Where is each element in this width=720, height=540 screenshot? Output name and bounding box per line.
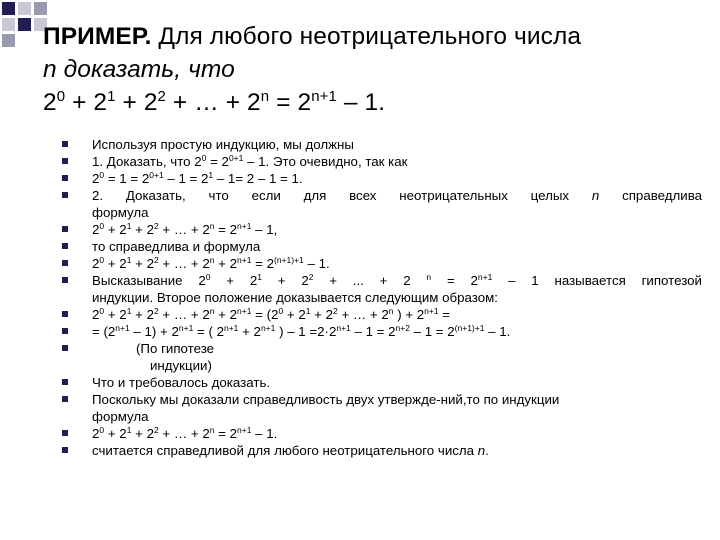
square-bullet-icon: [62, 311, 68, 317]
text: – 1 = 2: [163, 171, 209, 186]
title-line-2: [43, 53, 703, 86]
text: – 1.: [303, 256, 330, 271]
square-bullet-icon: [62, 192, 68, 198]
item-line: [92, 272, 702, 289]
square-bullet-icon: [62, 277, 68, 283]
text: .: [485, 443, 489, 458]
list-item: [62, 425, 702, 442]
text: = 2: [206, 154, 229, 169]
text: + 2: [131, 307, 154, 322]
exponent: (n+1)+1: [454, 323, 485, 333]
text: + 2: [238, 324, 261, 339]
text: считается справедливой для любого неотрицательного числа: [92, 443, 478, 458]
text: + … + 2: [158, 307, 210, 322]
eq-exponent: 2: [157, 88, 166, 105]
text: – 1. Это очевидно, так как: [243, 154, 408, 169]
exponent: 0: [99, 170, 105, 180]
eq-term: = 2: [269, 89, 312, 116]
text: = 2: [431, 273, 478, 288]
text: = 1 = 2: [104, 171, 150, 186]
exponent: 1: [208, 170, 214, 180]
exponent: 2: [154, 425, 159, 435]
item-line: [92, 187, 702, 204]
text: + … + 2: [158, 256, 210, 271]
square-bullet-icon: [62, 243, 68, 249]
exponent: n+1: [424, 306, 439, 316]
exponent: n+1: [237, 306, 252, 316]
text: + 2: [210, 273, 258, 288]
text: 2: [92, 307, 100, 322]
exponent: (n+1)+1: [274, 255, 304, 265]
text: ) – 1 =2·2: [275, 324, 337, 339]
list-item: [62, 221, 702, 238]
eq-exponent: n+1: [311, 88, 337, 105]
text: + ... + 2: [313, 273, 427, 288]
list-item: [62, 255, 702, 272]
exponent: 2: [154, 221, 159, 231]
text: + … + 2: [158, 222, 210, 237]
text: + 2: [104, 307, 127, 322]
list-item: [62, 136, 702, 153]
title-text: Для любого неотрицательного числа: [151, 23, 582, 50]
text: + 2: [131, 426, 154, 441]
list-item: [62, 442, 702, 459]
list-item: [62, 187, 702, 221]
exponent: n: [426, 272, 432, 282]
list-item: [62, 238, 702, 255]
item-text: то справедлива и формула: [92, 239, 261, 254]
exponent: n+1: [477, 272, 493, 282]
exponent: 0: [99, 425, 105, 435]
slide-title: [43, 20, 703, 119]
proof-list: [62, 136, 702, 459]
exponent: 0: [278, 306, 284, 316]
text: – 1) + 2: [129, 324, 179, 339]
list-item: [62, 272, 702, 306]
square-bullet-icon: [62, 447, 68, 453]
text: + 2: [214, 256, 238, 271]
exponent: 0: [99, 221, 105, 231]
text: 2: [92, 222, 100, 237]
exponent: n+1: [260, 323, 276, 333]
list-item: [62, 374, 702, 391]
exponent: n+1: [223, 323, 239, 333]
variable: n: [477, 443, 486, 458]
exponent: 2: [333, 306, 338, 316]
exponent: 1: [305, 306, 311, 316]
square-bullet-icon: [62, 430, 68, 436]
text: + 2: [131, 222, 154, 237]
list-item: [62, 153, 702, 170]
exponent: 2: [154, 306, 159, 316]
exponent: 1: [126, 221, 132, 231]
deco-square: [34, 2, 47, 15]
eq-exponent: 0: [56, 88, 66, 105]
list-item: [62, 391, 702, 425]
eq-exponent: 1: [107, 88, 116, 105]
text: 2: [92, 256, 100, 271]
text: = 2: [214, 222, 238, 237]
exponent: 0: [99, 255, 105, 265]
text: – 1.: [484, 324, 511, 339]
square-bullet-icon: [62, 226, 68, 232]
deco-square: [2, 34, 15, 47]
item-continuation: индукции): [150, 358, 212, 373]
text: + … + 2: [337, 307, 389, 322]
text: справедлива: [599, 188, 702, 203]
eq-term: + … + 2: [166, 89, 261, 116]
item-text: Используя простую индукцию, мы должны: [92, 137, 354, 152]
exponent: n+2: [395, 323, 410, 333]
deco-square: [2, 2, 15, 15]
title-head: ПРИМЕР.: [43, 23, 152, 50]
text: – 1 = 2: [350, 324, 396, 339]
text: = (2: [251, 307, 279, 322]
square-bullet-icon: [62, 396, 68, 402]
item-continuation: формула: [92, 409, 149, 424]
exponent: n+1: [237, 425, 252, 435]
exponent: 1: [257, 272, 262, 282]
text: Высказывание 2: [92, 273, 206, 288]
text: + 2: [261, 273, 309, 288]
text: + … + 2: [158, 426, 210, 441]
text: – 1.: [251, 426, 278, 441]
text: – 1 = 2: [409, 324, 455, 339]
variable: n: [591, 188, 600, 203]
list-item: [62, 323, 702, 340]
title-text: n доказать, что: [43, 56, 235, 83]
title-line-1: [43, 20, 703, 53]
list-item: [62, 170, 702, 187]
text: = ( 2: [193, 324, 224, 339]
square-bullet-icon: [62, 345, 68, 351]
square-bullet-icon: [62, 141, 68, 147]
exponent: 1: [126, 306, 132, 316]
item-continuation: индукции. Второе положение доказывается следующим образом:: [92, 290, 498, 305]
square-bullet-icon: [62, 158, 68, 164]
exponent: 1: [126, 425, 132, 435]
exponent: n: [209, 221, 215, 231]
text: + 2: [214, 307, 238, 322]
exponent: 0+1: [149, 170, 164, 180]
exponent: n+1: [237, 255, 252, 265]
text: + 2: [131, 256, 154, 271]
eq-term: – 1.: [336, 89, 386, 116]
text: + 2: [104, 426, 127, 441]
exponent: 2: [308, 272, 314, 282]
exponent: n: [388, 306, 394, 316]
list-item: [62, 340, 702, 374]
item-line: Поскольку мы доказали справедливость двух утвержде-ний,то по индукции: [92, 392, 560, 407]
eq-exponent: n: [260, 88, 270, 105]
text: – 1= 2 – 1 = 1.: [213, 171, 303, 186]
text: + 2: [283, 307, 306, 322]
exponent: 1: [126, 255, 132, 265]
item-text: Что и требовалось доказать.: [92, 375, 271, 390]
text: + 2: [104, 256, 127, 271]
exponent: n+1: [178, 323, 194, 333]
exponent: n+1: [115, 323, 130, 333]
square-bullet-icon: [62, 328, 68, 334]
exponent: n+1: [237, 221, 252, 231]
exponent: n: [209, 425, 215, 435]
deco-square: [2, 18, 15, 31]
exponent: 0: [99, 306, 105, 316]
text: + 2: [104, 222, 127, 237]
text: =: [438, 307, 451, 322]
eq-term: 2: [43, 89, 57, 116]
exponent: 0: [201, 153, 207, 163]
exponent: 2: [154, 255, 159, 265]
text: – 1,: [251, 222, 278, 237]
text: = 2: [251, 256, 275, 271]
exponent: 0+1: [228, 153, 244, 163]
item-continuation: формула: [92, 205, 149, 220]
title-equation: [43, 86, 703, 119]
text: 2: [92, 426, 100, 441]
item-line: (По гипотезе: [136, 341, 215, 356]
text: – 1 называется гипотезой: [492, 273, 702, 288]
list-item: [62, 306, 702, 323]
exponent: n: [209, 255, 215, 265]
eq-term: + 2: [65, 89, 108, 116]
text: 1. Доказать, что 2: [92, 154, 202, 169]
text: ) + 2: [393, 307, 425, 322]
square-bullet-icon: [62, 175, 68, 181]
text: = (2: [92, 324, 116, 339]
square-bullet-icon: [62, 260, 68, 266]
text: = 2: [214, 426, 238, 441]
exponent: n+1: [336, 323, 351, 333]
square-bullet-icon: [62, 379, 68, 385]
text: + 2: [310, 307, 334, 322]
deco-square: [18, 2, 31, 15]
deco-square: [18, 18, 31, 31]
exponent: n: [209, 306, 215, 316]
eq-term: + 2: [115, 89, 158, 116]
text: 2: [92, 171, 100, 186]
text: 2. Доказать, что если для всех неотрицательных целых: [92, 188, 592, 203]
exponent: 0: [205, 272, 211, 282]
